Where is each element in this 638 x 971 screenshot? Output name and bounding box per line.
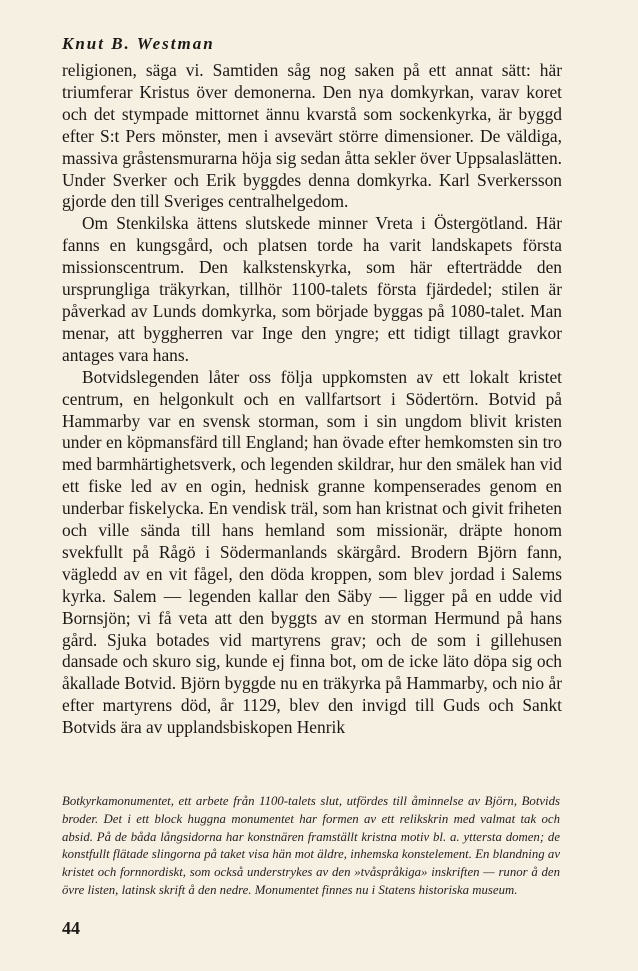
figure-caption: Botkyrkamonumentet, ett arbete från 1100-talets slut, utfördes till åminnelse av Björn, Botvids broder. Det i ett block huggna monumentet har formen av ett relikskrin med valmat tak och absid. På de båda långsidorna har konstnären framställt kristna motiv bl. a. yttersta domen; de konstfullt flätade slingorna på taket visa hän mot äldre, inhemska konstelement. En blandning av kristet och fornnordiskt, som också understrykes av den »tvåspråkiga» inskriften — runor å den övre listen, latinsk skrift å den nedre. Monumentet finnes nu i Statens historiska museum. — [62, 794, 560, 897]
page-number: 44 — [62, 918, 80, 938]
running-head: Knut B. Westman — [62, 34, 215, 53]
paragraph: religionen, säga vi. Samtiden såg nog saken på ett annat sätt: här triumferar Kristus över demonerna. Den nya domkyrkan, varav koret och det stympade mittornet ännu kvarstå som sockenkyrka, är byggd efter S:t Pers mönster, men i avsevärt större dimensioner. De väldiga, massiva gråstensmurarna höja sig sedan åtta sekler över Uppsalaslätten. Under Sverker och Erik byggdes denna domkyrka. Karl Sverkersson gjorde den till Sveriges centralhelgedom. — [62, 60, 562, 212]
paragraph: Botvidslegenden låter oss följa uppkomsten av ett lokalt kristet centrum, en helgonkult och en vallfartsort i Södertörn. Botvid på Hammarby var en svensk storman, som i sin ungdom blivit kristen under en köpmansfärd till England; han övade efter hemkomsten sin tro med barmhärtighetsverk, och legenden skildrar, hur den smälek han vid ett fiske led av en ogin, hednisk granne kompenserades genom en underbar fiskelycka. En vendisk träl, som han kristnat och givit friheten och ville sända till hans hemland som missionär, dräpte honom svekfullt på Rågö i Södermanlands skärgård. Brodern Björn fann, vägledd av en vit fågel, den döda kroppen, som blev jordad i Salems kyrka. Salem — legenden kallar den Säby — ligger på en udde vid Bornsjön; vi få veta att den byggts av en storman Hermund på hans gård. Sjuka botades vid martyrens grav; och de som i gillehusen dansade och skuro sig, kunde ej finna bot, om de icke läto döpa sig och åkallade Botvid. Björn byggde nu en träkyrka på Hammarby, och nio år efter martyrens död, år 1129, blev den invigd till Guds och Sankt Botvids ära av upplandsbiskopen Henrik — [62, 366, 562, 738]
paragraph: Om Stenkilska ättens slutskede minner Vreta i Östergötland. Här fanns en kungsgård, och platsen torde ha varit landskapets första missionscentrum. Den kalkstenskyrka, som här efterträdde den ursprungliga träkyrkan, tillhör 1100-talets första fjärdedel; stilen är påverkad av Lunds domkyrka, som började byggas på 1080-talet. Man menar, att byggherren var Inge den yngre; ett tidigt tillagt gravkor antages vara hans. — [62, 213, 562, 365]
body-text — [62, 60, 562, 739]
